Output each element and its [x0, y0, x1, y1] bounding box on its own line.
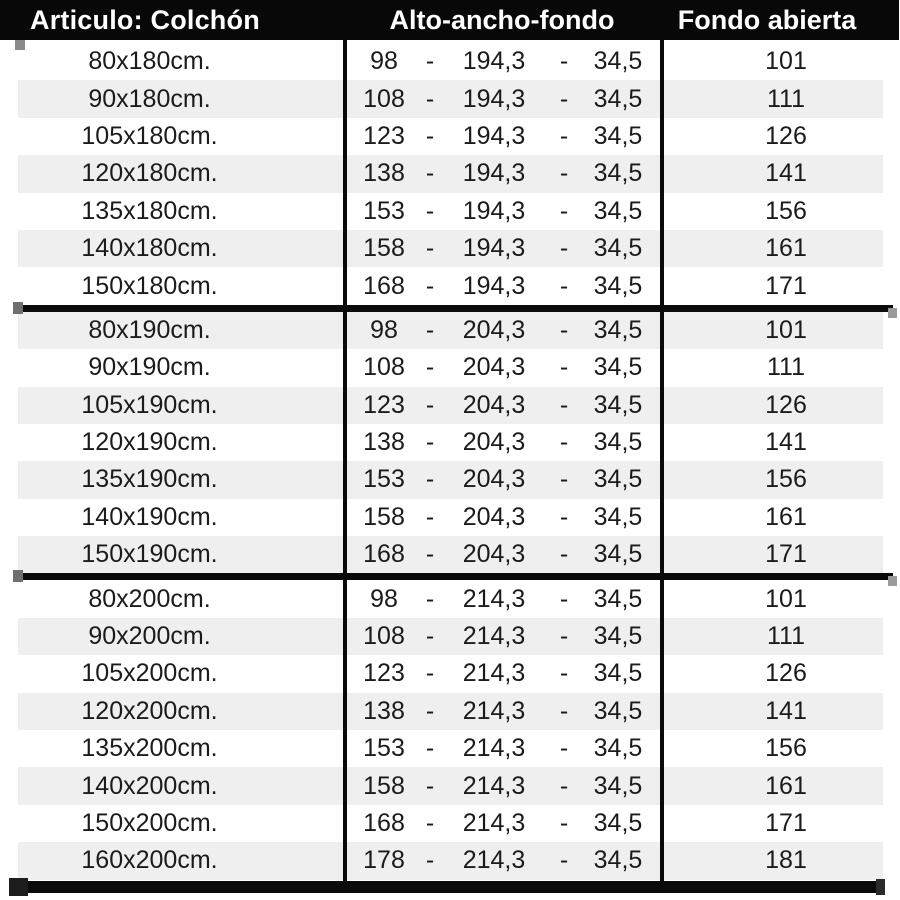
alto-value: 123 — [363, 390, 405, 419]
ancho-value: 194,3 — [462, 234, 526, 263]
table-row — [18, 655, 883, 692]
open-depth-cell: 126 — [765, 659, 807, 688]
fondo-value: 34,5 — [593, 734, 643, 763]
alto-value: 178 — [363, 846, 405, 875]
separator-dash: - — [425, 271, 435, 300]
separator-dash: - — [559, 622, 569, 651]
fondo-value: 34,5 — [593, 234, 643, 263]
open-depth-cell: 101 — [765, 584, 807, 613]
section-divider — [0, 573, 900, 580]
separator-dash: - — [559, 540, 569, 569]
open-depth-cell: 101 — [765, 315, 807, 344]
dimensions-cell — [343, 465, 661, 494]
table-row — [18, 580, 883, 617]
size-cell: 135x180cm. — [81, 196, 218, 225]
open-depth-cell: 141 — [765, 159, 807, 188]
size-cell: 140x190cm. — [81, 502, 218, 531]
table-row — [18, 312, 883, 349]
separator-dash: - — [425, 659, 435, 688]
fondo-value: 34,5 — [593, 428, 643, 457]
dimensions-cell — [343, 734, 661, 763]
fondo-value: 34,5 — [593, 622, 643, 651]
open-depth-cell: 156 — [765, 734, 807, 763]
dimensions-cell — [343, 353, 661, 382]
table-row — [18, 230, 883, 267]
separator-dash: - — [425, 502, 435, 531]
separator-dash: - — [425, 196, 435, 225]
dimensions-cell — [343, 159, 661, 188]
open-depth-cell: 141 — [765, 428, 807, 457]
ancho-value: 204,3 — [462, 353, 526, 382]
table-body — [0, 40, 900, 880]
size-cell: 105x200cm. — [81, 659, 218, 688]
separator-dash: - — [559, 159, 569, 188]
separator-dash: - — [425, 734, 435, 763]
section-divider-bar — [19, 305, 893, 312]
open-depth-cell: 126 — [765, 390, 807, 419]
open-depth-cell: 161 — [765, 502, 807, 531]
dimensions-cell — [343, 503, 661, 532]
size-cell: 105x190cm. — [81, 390, 218, 419]
fondo-value: 34,5 — [593, 196, 643, 225]
dimensions-cell — [343, 540, 661, 569]
fondo-value: 34,5 — [593, 121, 643, 150]
ancho-value: 214,3 — [462, 659, 526, 688]
section-divider-bar — [19, 573, 893, 580]
open-depth-cell: 171 — [765, 809, 807, 837]
alto-value: 98 — [370, 584, 398, 613]
alto-value: 153 — [363, 465, 405, 494]
open-depth-cell: 126 — [765, 121, 807, 150]
open-depth-cell: 111 — [766, 622, 805, 651]
separator-dash: - — [559, 315, 569, 344]
fondo-value: 34,5 — [593, 502, 643, 531]
fondo-value: 34,5 — [593, 465, 643, 494]
separator-dash: - — [425, 428, 435, 457]
table-bottom-border — [0, 880, 900, 894]
open-depth-cell: 156 — [765, 465, 807, 494]
separator-dash: - — [559, 809, 569, 837]
table-row — [18, 424, 883, 461]
dimensions-cell — [343, 622, 661, 651]
table-header — [0, 0, 899, 40]
table-row — [18, 842, 883, 879]
separator-dash: - — [425, 390, 435, 419]
separator-dash: - — [425, 584, 435, 613]
ancho-value: 194,3 — [462, 84, 526, 113]
alto-value: 153 — [363, 196, 405, 225]
size-cell: 150x180cm. — [81, 271, 218, 300]
ancho-value: 214,3 — [462, 622, 526, 651]
fondo-value: 34,5 — [593, 159, 643, 188]
separator-dash: - — [425, 540, 435, 569]
fondo-value: 34,5 — [593, 353, 643, 382]
separator-dash: - — [559, 659, 569, 688]
dimensions-cell — [343, 846, 661, 875]
alto-value: 98 — [370, 47, 398, 76]
ancho-value: 214,3 — [462, 734, 526, 763]
fondo-value: 34,5 — [593, 390, 643, 419]
dimensions-cell — [343, 47, 661, 76]
separator-dash: - — [559, 502, 569, 531]
ancho-value: 214,3 — [462, 696, 526, 725]
separator-dash: - — [559, 84, 569, 113]
ancho-value: 214,3 — [462, 809, 526, 837]
header-article: Articulo: Colchón — [30, 4, 260, 35]
open-depth-cell: 181 — [765, 846, 807, 875]
separator-dash: - — [425, 465, 435, 494]
size-cell: 120x180cm. — [81, 159, 218, 188]
table-row — [18, 693, 883, 730]
separator-dash: - — [425, 809, 435, 837]
open-depth-cell: 171 — [765, 271, 807, 300]
size-cell: 140x200cm. — [81, 771, 218, 800]
separator-dash: - — [559, 771, 569, 800]
separator-dash: - — [425, 846, 435, 875]
separator-dash: - — [559, 47, 569, 76]
table-row — [18, 499, 883, 536]
dimensions-cell — [343, 272, 661, 301]
dimensions-cell — [343, 122, 661, 151]
separator-dash: - — [559, 465, 569, 494]
size-cell: 80x180cm. — [88, 47, 211, 76]
open-depth-cell: 156 — [765, 196, 807, 225]
separator-dash: - — [425, 353, 435, 382]
alto-value: 138 — [363, 696, 405, 725]
alto-value: 123 — [363, 659, 405, 688]
separator-dash: - — [425, 622, 435, 651]
table-row — [18, 43, 883, 80]
open-depth-cell: 111 — [766, 84, 805, 113]
separator-dash: - — [559, 390, 569, 419]
header-dimensions: Alto-ancho-fondo — [389, 4, 615, 35]
ancho-value: 194,3 — [462, 159, 526, 188]
table-row — [18, 118, 883, 155]
size-cell: 140x180cm. — [81, 234, 218, 263]
size-cell: 80x190cm. — [88, 315, 211, 344]
separator-dash: - — [559, 271, 569, 300]
alto-value: 168 — [363, 271, 405, 300]
open-depth-cell: 141 — [765, 696, 807, 725]
fondo-value: 34,5 — [593, 846, 643, 875]
separator-dash: - — [559, 196, 569, 225]
column-divider-right — [660, 40, 664, 883]
table-row — [18, 267, 883, 304]
size-cell: 150x190cm. — [81, 540, 218, 569]
separator-dash: - — [425, 47, 435, 76]
separator-dash: - — [425, 234, 435, 263]
ancho-value: 204,3 — [462, 428, 526, 457]
fondo-value: 34,5 — [593, 315, 643, 344]
alto-value: 158 — [363, 234, 405, 263]
bottom-border-right-cap — [876, 879, 885, 895]
separator-dash: - — [425, 696, 435, 725]
fondo-value: 34,5 — [593, 809, 643, 837]
table-row — [18, 193, 883, 230]
ancho-value: 194,3 — [462, 196, 526, 225]
dimensions-cell — [343, 197, 661, 226]
size-cell: 120x200cm. — [81, 696, 218, 725]
table-row — [18, 80, 883, 117]
separator-dash: - — [559, 846, 569, 875]
ancho-value: 204,3 — [462, 465, 526, 494]
alto-value: 158 — [363, 502, 405, 531]
size-cell: 105x180cm. — [81, 121, 218, 150]
alto-value: 138 — [363, 159, 405, 188]
table-row — [18, 767, 883, 804]
header-open-depth: Fondo abierta — [677, 4, 857, 35]
size-cell: 80x200cm. — [88, 584, 211, 613]
dimensions-cell — [343, 85, 661, 114]
size-cell: 120x190cm. — [81, 428, 218, 457]
separator-dash: - — [559, 234, 569, 263]
open-depth-cell: 171 — [765, 540, 807, 569]
ancho-value: 194,3 — [462, 121, 526, 150]
ancho-value: 204,3 — [462, 540, 526, 569]
section-divider-right-cap — [888, 576, 897, 586]
dimensions-cell — [343, 391, 661, 420]
open-depth-cell: 101 — [765, 47, 807, 76]
separator-dash: - — [559, 121, 569, 150]
dimensions-cell — [343, 809, 661, 838]
dimensions-cell — [343, 234, 661, 263]
open-depth-cell: 111 — [766, 353, 805, 382]
alto-value: 123 — [363, 121, 405, 150]
dimensions-cell — [343, 428, 661, 457]
open-depth-cell: 161 — [765, 771, 807, 800]
separator-dash: - — [425, 315, 435, 344]
separator-dash: - — [425, 84, 435, 113]
size-cell: 135x200cm. — [81, 734, 218, 763]
column-divider-left — [343, 40, 347, 883]
dimensions-cell — [343, 316, 661, 345]
separator-dash: - — [559, 696, 569, 725]
bottom-border-left-cap — [9, 878, 28, 896]
alto-value: 108 — [363, 353, 405, 382]
separator-dash: - — [425, 121, 435, 150]
alto-value: 168 — [363, 809, 405, 837]
table-row — [18, 155, 883, 192]
table-row — [18, 730, 883, 767]
ancho-value: 204,3 — [462, 502, 526, 531]
section-divider-left-cap — [13, 570, 23, 582]
fondo-value: 34,5 — [593, 540, 643, 569]
separator-dash: - — [559, 584, 569, 613]
section-divider — [0, 305, 900, 312]
table-row — [18, 536, 883, 573]
dimensions-cell — [343, 585, 661, 614]
separator-dash: - — [425, 159, 435, 188]
table-row — [18, 461, 883, 498]
size-cell: 90x180cm. — [88, 84, 211, 113]
bottom-border-bar — [10, 881, 883, 893]
dimensions-cell — [343, 659, 661, 688]
fondo-value: 34,5 — [593, 696, 643, 725]
alto-value: 158 — [363, 771, 405, 800]
section-divider-right-cap — [888, 308, 897, 318]
open-depth-cell: 161 — [765, 234, 807, 263]
ancho-value: 194,3 — [462, 47, 526, 76]
section-divider-left-cap — [13, 302, 23, 314]
alto-value: 168 — [363, 540, 405, 569]
ancho-value: 204,3 — [462, 315, 526, 344]
size-cell: 90x190cm. — [88, 353, 211, 382]
table-row — [18, 349, 883, 386]
size-cell: 90x200cm. — [88, 622, 211, 651]
table-row — [18, 618, 883, 655]
dimensions-cell — [343, 697, 661, 726]
alto-value: 153 — [363, 734, 405, 763]
fondo-value: 34,5 — [593, 47, 643, 76]
table-row — [18, 805, 883, 842]
alto-value: 98 — [370, 315, 398, 344]
table-row — [18, 387, 883, 424]
size-cell: 160x200cm. — [81, 846, 218, 875]
header-edge-notch — [15, 40, 25, 50]
ancho-value: 214,3 — [462, 846, 526, 875]
size-cell: 150x200cm. — [81, 809, 218, 837]
fondo-value: 34,5 — [593, 584, 643, 613]
separator-dash: - — [425, 771, 435, 800]
fondo-value: 34,5 — [593, 271, 643, 300]
fondo-value: 34,5 — [593, 84, 643, 113]
fondo-value: 34,5 — [593, 659, 643, 688]
separator-dash: - — [559, 734, 569, 763]
alto-value: 108 — [363, 622, 405, 651]
ancho-value: 214,3 — [462, 771, 526, 800]
alto-value: 108 — [363, 84, 405, 113]
ancho-value: 194,3 — [462, 271, 526, 300]
separator-dash: - — [559, 428, 569, 457]
size-cell: 135x190cm. — [81, 465, 218, 494]
fondo-value: 34,5 — [593, 771, 643, 800]
alto-value: 138 — [363, 428, 405, 457]
ancho-value: 204,3 — [462, 390, 526, 419]
separator-dash: - — [559, 353, 569, 382]
dimensions-cell — [343, 772, 661, 801]
ancho-value: 214,3 — [462, 584, 526, 613]
